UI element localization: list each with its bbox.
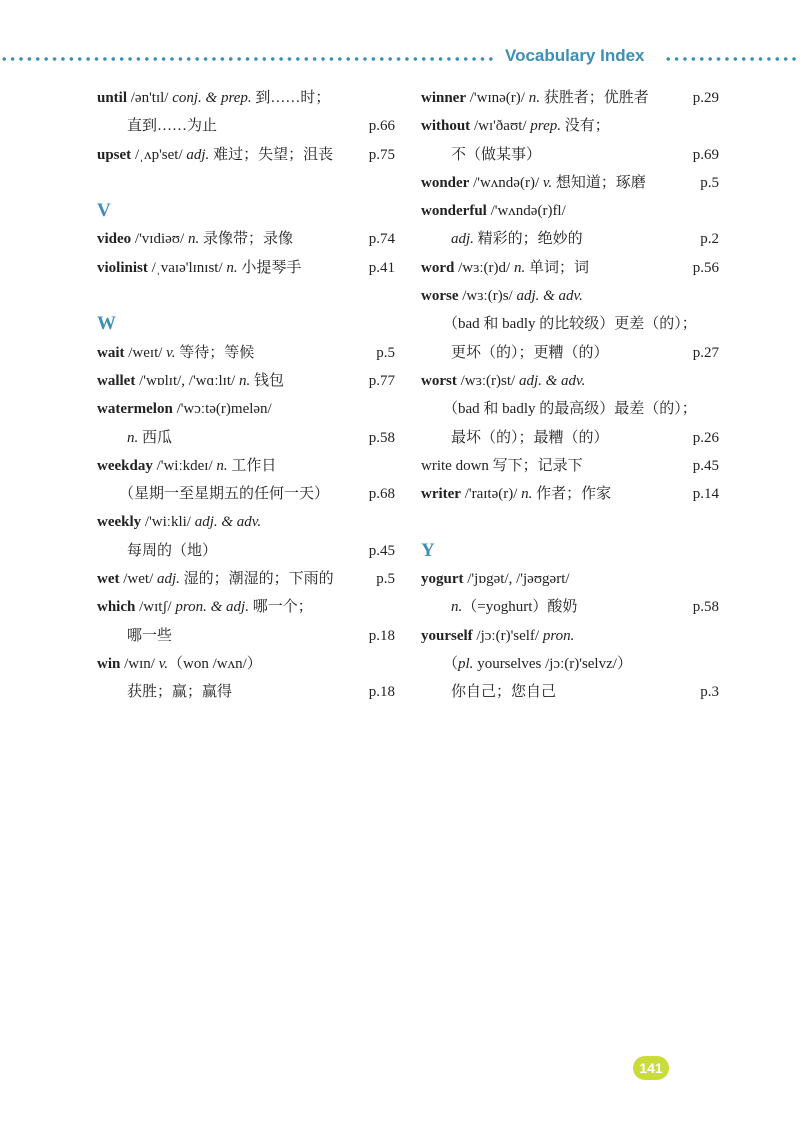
page-ref: p.56 [692, 259, 719, 276]
definition: 直到……为止 [127, 118, 218, 135]
section-letter-w: W [97, 313, 116, 335]
entry-yourself-plural [421, 650, 719, 678]
headword: yogurt [421, 571, 464, 588]
definition: 小提琴手 [237, 259, 302, 276]
definition: （=yoghurt）酸奶 [462, 599, 578, 616]
plural-form: yourselves /jɔː(r)'selvz/ [473, 655, 617, 672]
entry-without [421, 112, 719, 140]
headword: worst [421, 372, 457, 389]
headword: win [97, 655, 121, 672]
entry-yogurt-cont [421, 593, 719, 621]
definition: 到……时； [251, 90, 331, 106]
page-ref: p.14 [692, 486, 719, 503]
definition: 你自己；您自己 [451, 684, 557, 701]
page-ref: p.68 [368, 486, 395, 503]
header-dotted-rule-left [0, 56, 495, 62]
left-column [97, 84, 395, 707]
page-ref: p.77 [368, 372, 395, 389]
right-column [421, 84, 719, 707]
headword: writer [421, 486, 461, 503]
entry-watermelon [97, 395, 395, 423]
part-of-speech: adj. [157, 571, 180, 588]
phonetic: /wɪ'ðaʊt/ [470, 118, 531, 135]
entry-word [421, 254, 719, 282]
phonetic: /wɜː(r)st/ [456, 372, 519, 389]
entry-which-cont [97, 622, 395, 650]
headword: weekday [97, 457, 153, 474]
headword: watermelon [97, 401, 173, 418]
phonetic: /'wɪnə(r)/ [466, 90, 529, 106]
page-ref: p.58 [368, 429, 395, 446]
part-of-speech: v. [166, 344, 176, 361]
definition: 写下；记录下 [488, 457, 583, 474]
part-of-speech: n. [127, 429, 139, 446]
phonetic: /'wɔːtə(r)melən/ [172, 401, 272, 418]
definition: 湿的；潮湿的；下雨的 [179, 571, 334, 588]
headword: winner [421, 90, 466, 106]
definition: 录像带；录像 [199, 231, 293, 248]
definition: 西瓜 [138, 429, 173, 446]
part-of-speech: conj. & prep. [172, 90, 252, 106]
entry-yogurt [421, 565, 719, 593]
headword: wet [97, 571, 120, 588]
page-ref: p.2 [700, 231, 719, 248]
page-header-title: Vocabulary Index [505, 46, 645, 65]
definition: （bad 和 badly 的比较级）更差（的）； [443, 316, 697, 333]
part-of-speech: n. [513, 259, 526, 276]
entry-video [97, 225, 395, 253]
part-of-speech: adj. & adv. [516, 288, 583, 305]
page-ref: p.45 [692, 457, 719, 474]
definition: 作者；作家 [532, 486, 612, 503]
headword: wait [97, 344, 125, 361]
entry-weekday-cont [97, 480, 395, 508]
part-of-speech: n. [528, 90, 540, 106]
headword: without [421, 118, 471, 135]
entry-worse [421, 282, 719, 310]
entry-worst-cont1 [421, 395, 719, 423]
definition: 单词；词 [525, 259, 589, 276]
definition: 难过；失望；沮丧 [209, 146, 334, 163]
headword: word [421, 259, 455, 276]
entry-which [97, 593, 395, 621]
phonetic: /'vɪdiəʊ/ [131, 231, 188, 248]
headword: write down [421, 457, 489, 474]
definition: 等待；等候 [175, 344, 255, 361]
phonetic: /wɜː(r)s/ [458, 288, 517, 305]
entry-win [97, 650, 395, 678]
page-ref: p.41 [368, 259, 395, 276]
part-of-speech: pron. & adj. [175, 599, 249, 616]
entry-until-cont [97, 112, 395, 140]
definition: 获胜；赢；赢得 [127, 684, 233, 701]
phonetic: /ˌvaɪə'lɪnɪst/ [147, 259, 227, 276]
page-ref: p.29 [692, 90, 719, 106]
definition: 哪一些 [127, 627, 173, 644]
definition: 钱包 [250, 372, 284, 389]
entry-until [97, 84, 395, 112]
section-letter-y: Y [421, 539, 435, 561]
part-of-speech: n. [226, 259, 238, 276]
phonetic: /wɪtʃ/ [135, 599, 176, 616]
definition: （won /wʌn/） [167, 655, 262, 672]
headword: violinist [97, 259, 148, 276]
page-ref: p.18 [368, 684, 395, 701]
page-number-badge: 141 [633, 1056, 669, 1080]
definition: 最坏（的）；最糟（的） [451, 429, 609, 446]
entry-upset [97, 141, 395, 169]
entry-win-cont [97, 678, 395, 706]
phonetic: /'wʌndə(r)fl/ [486, 203, 566, 220]
headword: wallet [97, 372, 136, 389]
page-ref: p.75 [368, 146, 395, 163]
phonetic: /'wiːkli/ [141, 514, 195, 531]
headword: wonderful [421, 203, 487, 220]
entry-worse-cont1 [421, 310, 719, 338]
entry-weekly [97, 508, 395, 536]
part-of-speech: n. [187, 231, 200, 248]
phonetic: /weɪt/ [124, 344, 167, 361]
part-of-speech: n. [451, 599, 463, 616]
phonetic: /jɔː(r)'self/ [472, 627, 543, 644]
definition: 不（做某事） [451, 146, 542, 163]
plural-label: pl. [458, 655, 474, 672]
definition: 精彩的；绝妙的 [473, 231, 583, 248]
entry-wet [97, 565, 395, 593]
headword: yourself [421, 627, 473, 644]
page-ref: p.58 [692, 599, 719, 616]
definition: 获胜者；优胜者 [539, 90, 649, 106]
definition: 想知道；琢磨 [552, 174, 646, 191]
phonetic: /ˌʌp'set/ [131, 146, 187, 163]
phonetic: /wɪn/ [120, 655, 159, 672]
entry-write-down [421, 452, 719, 480]
page-ref: p.3 [700, 684, 719, 701]
part-of-speech: n. [521, 486, 533, 503]
entry-wonderful [421, 197, 719, 225]
spacer [97, 282, 395, 310]
page-ref: p.18 [368, 627, 395, 644]
entry-watermelon-cont [97, 424, 395, 452]
headword: video [97, 231, 132, 248]
page-ref: p.5 [376, 344, 395, 361]
definition: 没有； [561, 118, 610, 135]
page-ref: p.27 [692, 344, 719, 361]
entry-yourself [421, 622, 719, 650]
entry-yourself-cont [421, 678, 719, 706]
entry-weekday [97, 452, 395, 480]
entry-weekly-cont [97, 537, 395, 565]
entry-wonderful-cont [421, 225, 719, 253]
page-ref: p.45 [368, 542, 395, 559]
entry-worst [421, 367, 719, 395]
part-of-speech: adj. [186, 146, 210, 163]
headword: weekly [97, 514, 142, 531]
part-of-speech: adj. [451, 231, 474, 248]
part-of-speech: n. [216, 457, 228, 474]
phonetic: /'raɪtə(r)/ [460, 486, 522, 503]
page-ref: p.66 [368, 118, 395, 135]
part-of-speech: adj. & adv. [194, 514, 262, 531]
phonetic: /'wɒlɪt/, /'wɑːlɪt/ [135, 372, 239, 389]
definition: （星期一至星期五的任何一天） [119, 486, 330, 503]
paren-close: ） [616, 655, 632, 672]
part-of-speech: v. [158, 655, 168, 672]
part-of-speech: adj. & adv. [518, 372, 586, 389]
part-of-speech: pron. [542, 627, 575, 644]
phonetic: /'wiːkdeɪ/ [152, 457, 217, 474]
entry-writer [421, 480, 719, 508]
definition: 每周的（地） [127, 542, 218, 559]
page-ref: p.74 [368, 231, 395, 248]
entry-wonder [421, 169, 719, 197]
phonetic: /'jɒgət/, /'jəʊgərt/ [463, 571, 570, 588]
page-ref: p.5 [700, 174, 719, 191]
phonetic: /wɜː(r)d/ [454, 259, 514, 276]
section-letter-v: V [97, 200, 111, 222]
page-ref: p.5 [376, 571, 395, 588]
headword: upset [97, 146, 132, 163]
definition: （bad 和 badly 的最高级）最差（的）； [443, 401, 697, 418]
entry-worse-cont2 [421, 339, 719, 367]
part-of-speech: prep. [530, 118, 561, 135]
page-ref: p.69 [692, 146, 719, 163]
entry-wait [97, 339, 395, 367]
spacer [97, 169, 395, 197]
headword: worse [421, 288, 459, 305]
spacer [421, 508, 719, 536]
entry-wallet [97, 367, 395, 395]
definition: 工作日 [227, 457, 277, 474]
phonetic: /ən'tɪl/ [127, 90, 173, 106]
entry-violinist [97, 254, 395, 282]
entry-winner [421, 84, 719, 112]
paren-open: （ [443, 655, 459, 672]
definition: 哪一个； [248, 599, 313, 616]
definition: 更坏（的）；更糟（的） [451, 344, 609, 361]
headword: which [97, 599, 136, 616]
header-dotted-rule-right [664, 56, 800, 62]
entry-worst-cont2 [421, 424, 719, 452]
phonetic: /wet/ [119, 571, 157, 588]
headword: until [97, 90, 128, 106]
entry-without-cont [421, 141, 719, 169]
part-of-speech: v. [542, 174, 553, 191]
phonetic: /'wʌndə(r)/ [469, 174, 543, 191]
part-of-speech: n. [238, 372, 251, 389]
headword: wonder [421, 174, 470, 191]
page-ref: p.26 [692, 429, 719, 446]
